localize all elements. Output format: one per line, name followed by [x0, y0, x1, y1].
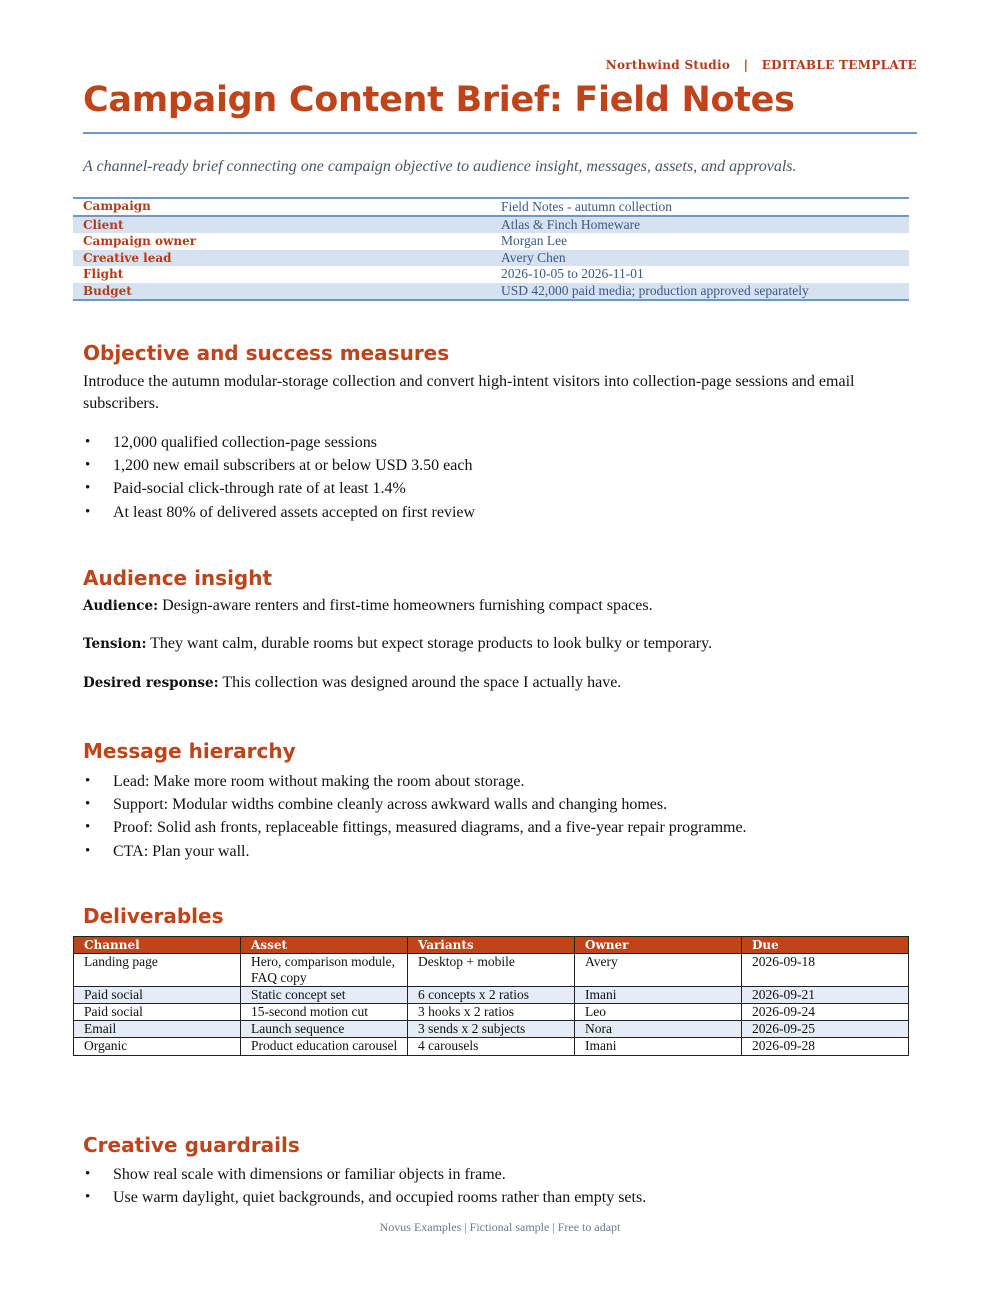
list-item: • Show real scale with dimensions or familiar objects in frame.: [83, 1163, 646, 1186]
table-cell: 2026-09-21: [742, 987, 909, 1004]
campaign-meta-table: [73, 197, 909, 301]
table-row: [74, 1004, 909, 1021]
table-cell: Email: [74, 1021, 241, 1038]
meta-value: Atlas & Finch Homeware: [501, 216, 641, 232]
deliverables-table: [73, 936, 909, 1056]
meta-label: Creative lead: [83, 250, 172, 265]
desired-response-text: This collection was designed around the space I actually have.: [222, 674, 622, 691]
table-cell: 2026-09-24: [742, 1004, 909, 1021]
meta-row: [73, 250, 909, 267]
table-cell: Hero, comparison module, FAQ copy: [241, 954, 408, 987]
page-title: Campaign Content Brief: Field Notes: [83, 80, 795, 120]
list-item: • Lead: Make more room without making the room about storage.: [83, 770, 747, 793]
meta-label: Client: [83, 217, 124, 232]
list-item: • At least 80% of delivered assets accepted on first review: [83, 501, 475, 524]
table-row: [74, 954, 909, 987]
meta-label: Campaign: [83, 199, 151, 213]
table-cell: 3 hooks x 2 ratios: [408, 1004, 575, 1021]
table-cell: 3 sends x 2 subjects: [408, 1021, 575, 1038]
tension-label: Tension:: [83, 636, 147, 652]
table-cell: 2026-09-28: [742, 1038, 909, 1056]
list-item: • Support: Modular widths combine cleanly across awkward walls and changing homes.: [83, 793, 747, 816]
table-cell: Paid social: [74, 987, 241, 1004]
column-header: Channel: [74, 937, 241, 954]
column-header: Variants: [408, 937, 575, 954]
table-cell: Desktop + mobile: [408, 954, 575, 987]
table-row: [74, 1038, 909, 1056]
table-cell: 2026-09-25: [742, 1021, 909, 1038]
page-footer: Novus Examples | Fictional sample | Free to adapt: [379, 1220, 621, 1234]
list-item: • Paid-social click-through rate of at least 1.4%: [83, 477, 475, 500]
table-cell: Imani: [575, 1038, 742, 1056]
column-header: Owner: [575, 937, 742, 954]
audience-row: [83, 597, 653, 615]
header-topline: [606, 58, 917, 72]
table-cell: Product education carousel: [241, 1038, 408, 1056]
objective-heading: Objective and success measures: [83, 341, 450, 365]
guardrails-heading: Creative guardrails: [83, 1133, 300, 1157]
list-item: • CTA: Plan your wall.: [83, 840, 747, 863]
guardrails-list: [83, 1163, 646, 1209]
list-item: • 1,200 new email subscribers at or below USD 3.50 each: [83, 454, 475, 477]
deliverables-heading: Deliverables: [83, 904, 224, 928]
desired-response-row: [83, 674, 621, 692]
table-cell: Avery: [575, 954, 742, 987]
table-cell: Paid social: [74, 1004, 241, 1021]
meta-row: [73, 266, 909, 283]
meta-value: Field Notes - autumn collection: [501, 199, 672, 214]
table-header-row: [74, 937, 909, 954]
table-cell: Nora: [575, 1021, 742, 1038]
objective-text: Introduce the autumn modular-storage collection and convert high-intent visitors into collection-page sessions and email subscribers.: [83, 373, 855, 412]
meta-label: Campaign owner: [83, 234, 197, 249]
audience-text: Design-aware renters and first-time homeowners furnishing compact spaces.: [162, 597, 653, 614]
table-cell: Static concept set: [241, 987, 408, 1004]
table-cell: 15-second motion cut: [241, 1004, 408, 1021]
table-cell: 6 concepts x 2 ratios: [408, 987, 575, 1004]
meta-value: Morgan Lee: [501, 233, 568, 249]
column-header: Due: [742, 937, 909, 954]
table-cell: Imani: [575, 987, 742, 1004]
table-cell: Launch sequence: [241, 1021, 408, 1038]
list-item: • 12,000 qualified collection-page sessions: [83, 431, 475, 454]
table-row: [74, 987, 909, 1004]
success-measures-list: [83, 431, 475, 524]
tension-row: [83, 635, 712, 653]
message-list: [83, 770, 747, 863]
list-item: • Proof: Solid ash fronts, replaceable fittings, measured diagrams, and a five-year repair programme.: [83, 816, 747, 839]
table-cell: Leo: [575, 1004, 742, 1021]
meta-value: 2026-10-05 to 2026-11-01: [501, 266, 644, 282]
table-cell: Landing page: [74, 954, 241, 987]
table-cell: Organic: [74, 1038, 241, 1056]
table-cell: 2026-09-18: [742, 954, 909, 987]
tension-text: They want calm, durable rooms but expect storage products to look bulky or temporary.: [150, 635, 713, 652]
meta-row: [73, 283, 909, 300]
meta-value: Avery Chen: [501, 249, 566, 265]
meta-label: Flight: [83, 267, 124, 282]
page-subtitle: A channel-ready brief connecting one campaign objective to audience insight, messages, assets, and approvals.: [83, 158, 797, 175]
message-heading: Message hierarchy: [83, 739, 296, 763]
table-row: [74, 1021, 909, 1038]
meta-value: USD 42,000 paid media; production approved separately: [501, 282, 809, 298]
table-cell: 4 carousels: [408, 1038, 575, 1056]
list-item: • Use warm daylight, quiet backgrounds, and occupied rooms rather than empty sets.: [83, 1186, 646, 1209]
meta-row: [73, 233, 909, 250]
template-tag: EDITABLE TEMPLATE: [761, 58, 917, 72]
audience-heading: Audience insight: [83, 566, 273, 590]
header-separator: |: [743, 58, 749, 72]
meta-label: Budget: [83, 283, 132, 298]
column-header: Asset: [241, 937, 408, 954]
meta-row: [73, 217, 909, 234]
title-divider: [83, 132, 917, 134]
desired-response-label: Desired response:: [83, 675, 219, 691]
meta-row: [73, 199, 909, 217]
audience-label: Audience:: [83, 598, 159, 614]
studio-name: Northwind Studio: [605, 58, 731, 72]
